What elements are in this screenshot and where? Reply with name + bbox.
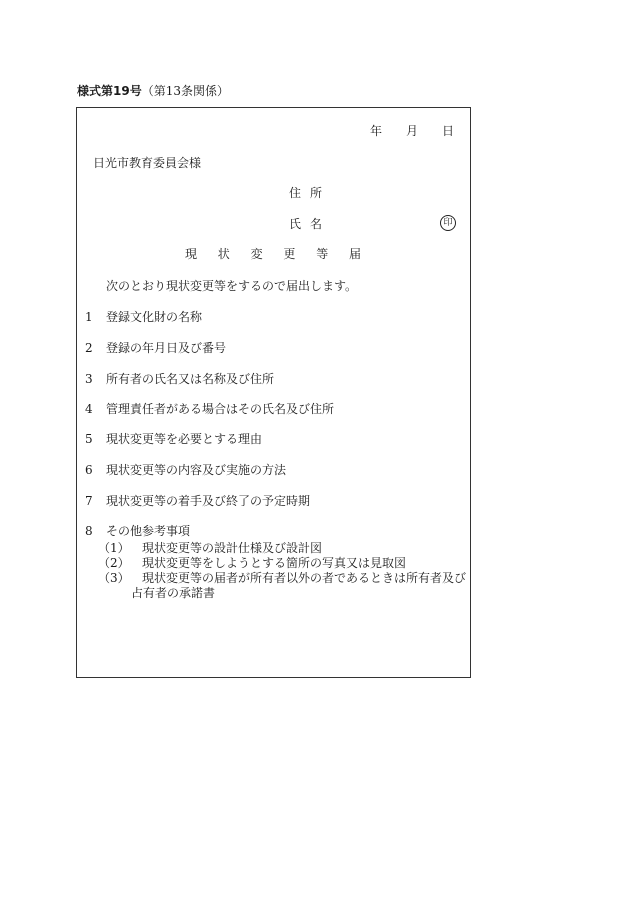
item-text: 現状変更等の着手及び終了の予定時期: [106, 494, 311, 508]
item-text: 所有者の氏名又は名称及び住所: [106, 372, 275, 386]
sub-item-number: （2）: [98, 556, 130, 570]
address-label: 住所: [289, 186, 332, 200]
date-month: 月: [405, 124, 418, 138]
date-line: [370, 124, 454, 138]
sub-item-continuation: 占有者の承諾書: [131, 586, 216, 600]
title-char: 状: [217, 247, 230, 261]
addressee: 日光市教育委員会様: [93, 156, 202, 170]
item-number: 7: [85, 494, 93, 508]
seal-mark: 印: [440, 215, 456, 231]
date-day: 日: [441, 124, 454, 138]
item-number: 2: [85, 341, 93, 355]
sub-item-number: （1）: [98, 541, 130, 555]
date-year: 年: [370, 124, 383, 138]
sub-item-text: 現状変更等の設計仕様及び設計図: [142, 541, 323, 555]
form-number: 様式第19号: [77, 84, 142, 98]
item-number: 5: [85, 432, 93, 446]
title-char: 更: [283, 247, 296, 261]
title-char: 届: [348, 247, 361, 261]
document-title: [185, 247, 361, 261]
title-char: 変: [250, 247, 263, 261]
sub-item-number: （3）: [98, 571, 130, 585]
intro-text: 次のとおり現状変更等をするので届出します。: [106, 279, 358, 293]
name-label: 氏名: [289, 217, 332, 231]
item-number: 4: [85, 402, 93, 416]
item-number: 8: [85, 524, 93, 538]
title-char: 現: [185, 247, 198, 261]
item-number: 1: [85, 310, 93, 324]
item-text: 現状変更等を必要とする理由: [106, 432, 263, 446]
item-text: その他参考事項: [106, 524, 191, 538]
form-header: [77, 84, 229, 98]
sub-item-text: 現状変更等の届者が所有者以外の者であるときは所有者及び: [142, 571, 467, 585]
title-char: 等: [316, 247, 329, 261]
item-text: 現状変更等の内容及び実施の方法: [106, 463, 287, 477]
item-text: 登録文化財の名称: [106, 310, 203, 324]
item-number: 3: [85, 372, 93, 386]
item-text: 登録の年月日及び番号: [106, 341, 227, 355]
related-article: （第13条関係）: [141, 84, 229, 98]
item-number: 6: [85, 463, 93, 477]
sub-item-text: 現状変更等をしようとする箇所の写真又は見取図: [142, 556, 407, 570]
item-text: 管理責任者がある場合はその氏名及び住所: [106, 402, 335, 416]
